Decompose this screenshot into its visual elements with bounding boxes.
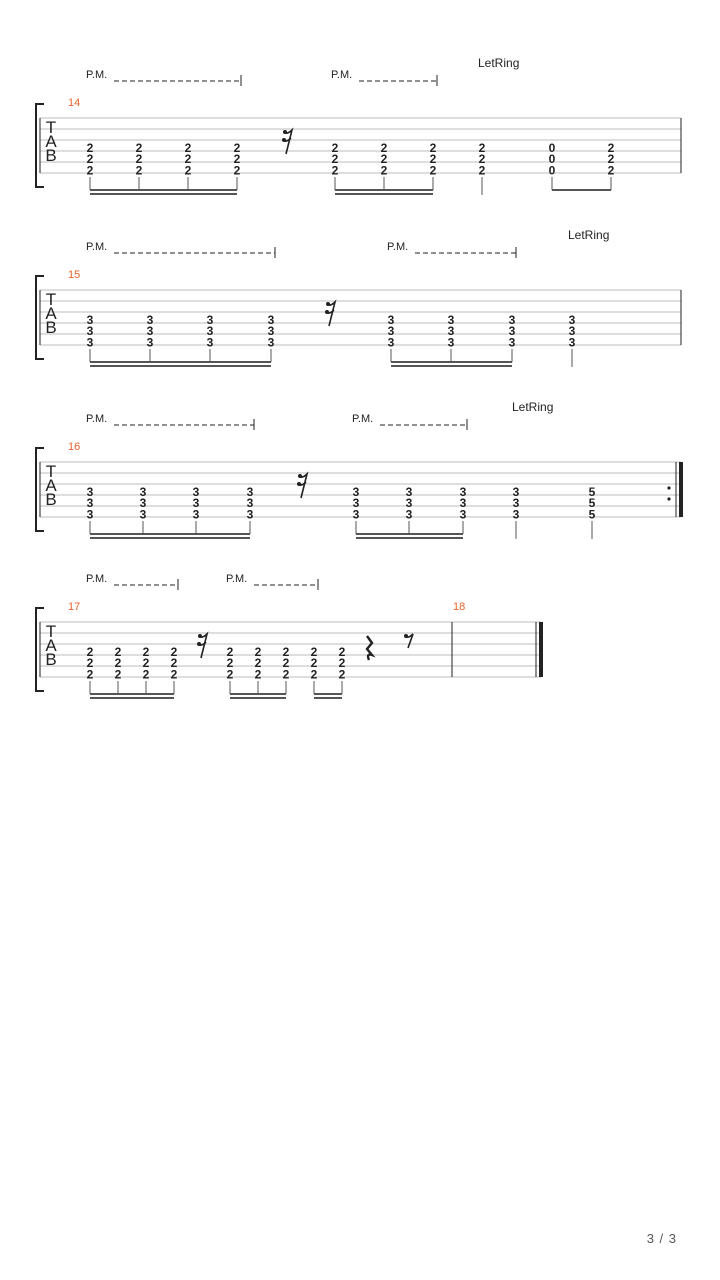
tab-clef-letter: T [45,290,57,309]
fret-number: 2 [142,656,150,671]
beam [314,697,342,699]
fret-number: 3 [86,313,94,327]
beam [90,533,250,535]
beam [230,697,286,699]
fret-number: 2 [86,656,94,671]
sixteenth-rest [197,642,201,646]
fret-number: 2 [380,141,388,155]
beam [90,189,237,191]
fret-number: 3 [459,507,467,522]
fret-number: 2 [331,163,339,178]
fret-number: 2 [310,645,318,659]
fret-number: 2 [135,141,143,155]
fret-number: 5 [588,496,596,511]
fret-number: 3 [508,313,516,327]
fret-number: 3 [192,496,200,511]
palm-mute-label: P.M. [331,69,353,81]
tab-system [36,573,543,699]
fret-number: 5 [588,485,596,499]
measure-number: 18 [453,601,466,613]
fret-number: 2 [607,163,615,178]
fret-number: 0 [548,163,556,178]
tab-clef-letter: A [45,476,57,495]
fret-number: 2 [478,152,486,167]
measure-number: 16 [68,441,81,453]
tab-clef-letter: B [45,146,57,165]
final-barline [539,622,543,677]
fret-number: 2 [142,645,150,659]
beam [90,193,237,195]
tab-clef-letter: B [45,318,57,337]
fret-number: 2 [233,141,241,155]
fret-number: 3 [86,324,94,339]
fret-number: 3 [568,313,576,327]
beam [314,693,342,695]
quarter-rest [367,636,372,660]
fret-number: 3 [447,324,455,339]
palm-mute-label: P.M. [86,573,108,585]
eighth-rest [404,634,408,638]
fret-number: 3 [512,485,520,499]
fret-number: 3 [86,496,94,511]
fret-number: 3 [146,313,154,327]
fret-number: 2 [478,163,486,178]
fret-number: 3 [246,485,254,499]
fret-number: 2 [170,645,178,659]
tab-clef-letter: A [45,132,57,151]
tab-clef-letter: A [45,304,57,323]
fret-number: 3 [86,485,94,499]
fret-number: 2 [226,656,234,671]
fret-number: 3 [86,335,94,350]
fret-number: 2 [86,152,94,167]
beam [90,361,271,363]
fret-number: 2 [135,163,143,178]
fret-number: 2 [170,656,178,671]
fret-number: 5 [588,507,596,522]
fret-number: 2 [226,645,234,659]
beam [356,537,463,539]
fret-number: 2 [478,141,486,155]
fret-number: 3 [352,507,360,522]
fret-number: 2 [86,163,94,178]
tab-clef-letter: B [45,650,57,669]
fret-number: 2 [226,667,234,682]
fret-number: 2 [380,163,388,178]
fret-number: 2 [429,141,437,155]
fret-number: 3 [86,507,94,522]
sixteenth-rest [282,138,286,142]
sixteenth-rest [325,310,329,314]
repeat-dot [667,497,670,500]
fret-number: 2 [135,152,143,167]
palm-mute-label: P.M. [86,241,108,253]
tab-clef-letter: A [45,636,57,655]
fret-number: 3 [352,496,360,511]
beam [391,365,512,367]
fret-number: 2 [233,163,241,178]
fret-number: 3 [508,335,516,350]
fret-number: 2 [338,656,346,671]
sixteenth-rest [297,482,301,486]
fret-number: 3 [267,313,275,327]
fret-number: 3 [512,496,520,511]
fret-number: 2 [254,656,262,671]
fret-number: 3 [192,485,200,499]
fret-number: 3 [447,335,455,350]
fret-number: 3 [568,335,576,350]
page-number: 3 / 3 [646,1231,677,1246]
fret-number: 0 [548,141,556,155]
fret-number: 2 [184,141,192,155]
beam [90,365,271,367]
tab-system [36,56,681,195]
fret-number: 3 [267,324,275,339]
palm-mute-label: P.M. [387,241,409,253]
repeat-dot [667,486,670,489]
fret-number: 3 [405,507,413,522]
repeat-barline [679,462,683,517]
fret-number: 2 [170,667,178,682]
fret-number: 3 [139,485,147,499]
fret-number: 2 [310,667,318,682]
fret-number: 3 [459,496,467,511]
fret-number: 3 [459,485,467,499]
tab-clef-letter: T [45,462,57,481]
tab-clef-letter: B [45,490,57,509]
fret-number: 3 [352,485,360,499]
fret-number: 3 [139,496,147,511]
fret-number: 3 [206,335,214,350]
tab-clef-letter: T [45,622,57,641]
fret-number: 3 [387,324,395,339]
fret-number: 3 [387,335,395,350]
fret-number: 0 [548,152,556,167]
fret-number: 2 [86,141,94,155]
measure-number: 14 [68,97,81,109]
fret-number: 2 [310,656,318,671]
beam [90,697,174,699]
beam [90,537,250,539]
sixteenth-rest [283,130,287,134]
fret-number: 2 [380,152,388,167]
fret-number: 2 [429,163,437,178]
fret-number: 2 [233,152,241,167]
beam [335,193,433,195]
fret-number: 3 [508,324,516,339]
beam [90,693,174,695]
tab-system [36,400,683,539]
fret-number: 3 [246,507,254,522]
fret-number: 3 [568,324,576,339]
fret-number: 3 [387,313,395,327]
fret-number: 3 [512,507,520,522]
fret-number: 3 [206,313,214,327]
fret-number: 2 [86,645,94,659]
fret-number: 2 [282,656,290,671]
let-ring-label: LetRing [478,56,520,70]
palm-mute-label: P.M. [86,413,108,425]
fret-number: 2 [254,667,262,682]
sixteenth-rest [198,634,202,638]
measure-number: 17 [68,601,81,613]
tab-system [36,228,681,367]
fret-number: 2 [114,645,122,659]
measure-number: 15 [68,269,81,281]
fret-number: 3 [146,324,154,339]
fret-number: 2 [254,645,262,659]
fret-number: 2 [282,645,290,659]
sixteenth-rest [298,474,302,478]
fret-number: 2 [114,656,122,671]
let-ring-label: LetRing [512,400,554,414]
fret-number: 2 [338,645,346,659]
beam [552,189,611,191]
fret-number: 2 [331,152,339,167]
fret-number: 3 [192,507,200,522]
fret-number: 3 [246,496,254,511]
fret-number: 2 [338,667,346,682]
fret-number: 3 [139,507,147,522]
fret-number: 2 [114,667,122,682]
fret-number: 2 [86,667,94,682]
fret-number: 2 [607,141,615,155]
fret-number: 3 [267,335,275,350]
fret-number: 2 [331,141,339,155]
sixteenth-rest [326,302,330,306]
fret-number: 2 [429,152,437,167]
fret-number: 3 [405,485,413,499]
palm-mute-label: P.M. [352,413,374,425]
tab-clef-letter: T [45,118,57,137]
fret-number: 3 [146,335,154,350]
palm-mute-label: P.M. [226,573,248,585]
fret-number: 2 [282,667,290,682]
fret-number: 2 [184,152,192,167]
fret-number: 3 [405,496,413,511]
palm-mute-label: P.M. [86,69,108,81]
fret-number: 2 [607,152,615,167]
fret-number: 3 [447,313,455,327]
let-ring-label: LetRing [568,228,610,242]
fret-number: 2 [142,667,150,682]
fret-number: 2 [184,163,192,178]
fret-number: 3 [206,324,214,339]
